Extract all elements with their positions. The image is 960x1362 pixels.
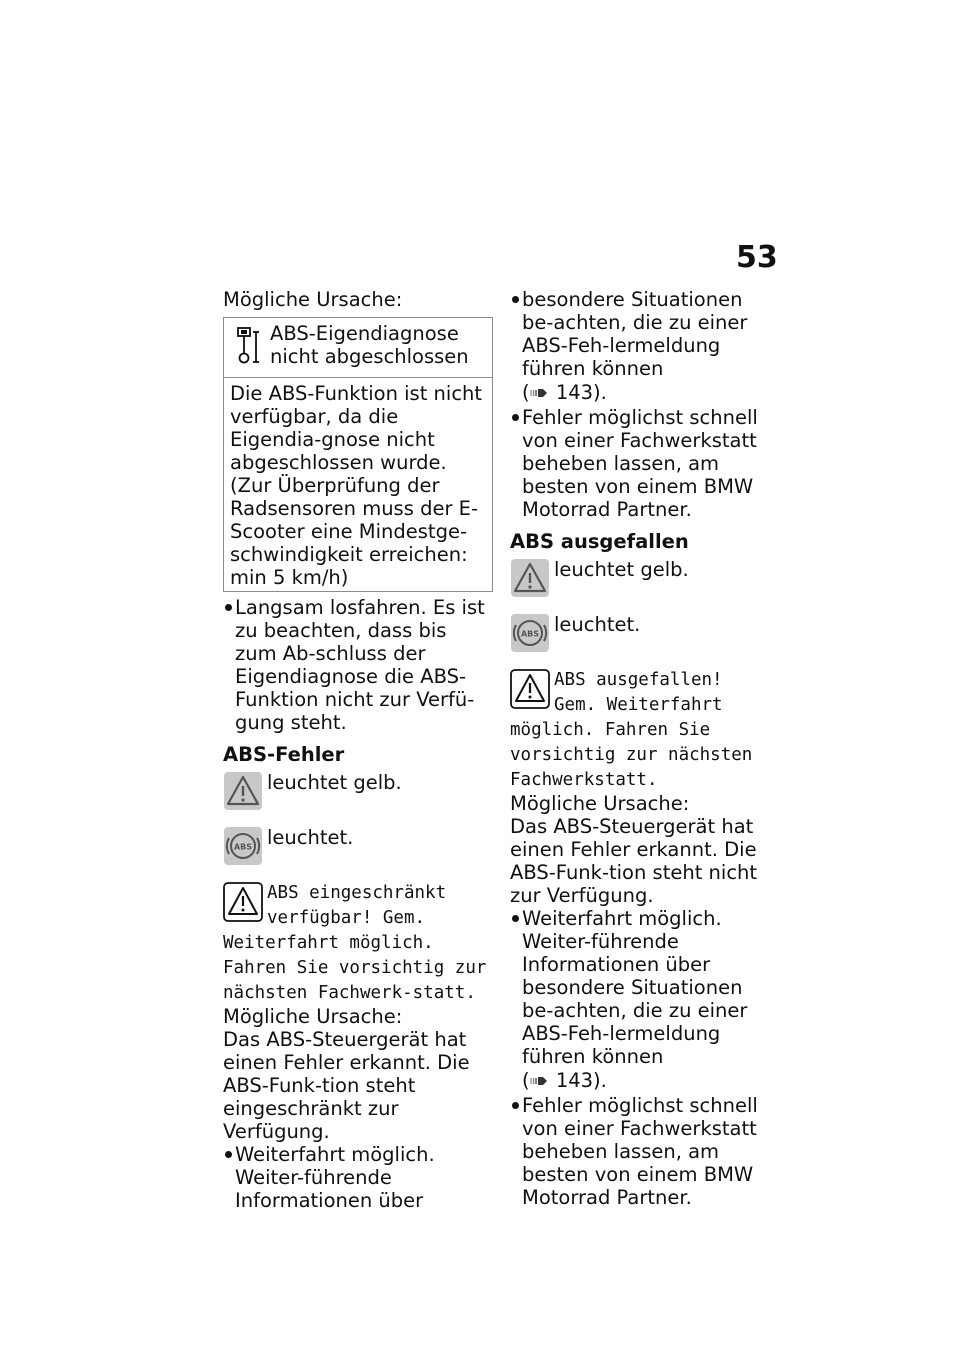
list-item-continued xyxy=(510,288,775,406)
bullet-list xyxy=(223,596,493,734)
indicator-text: leuchtet gelb. xyxy=(267,771,402,794)
list-item: Weiterfahrt möglich. Weiter-führende Informationen über besondere Situationen be-achten, die zu einer ABS-Feh-lermeldung führen können ( 143). xyxy=(510,907,775,1094)
diagnosis-box xyxy=(223,317,493,592)
list-item: Weiterfahrt möglich. Weiter-führende Informationen über xyxy=(223,1143,493,1212)
right-column xyxy=(510,288,775,1209)
svg-text:ABS: ABS xyxy=(520,629,540,639)
section-heading-abs-ausgefallen: ABS ausgefallen xyxy=(510,530,689,553)
page-number: 53 xyxy=(736,240,778,275)
bullet-list xyxy=(223,1143,493,1212)
display-message xyxy=(510,667,775,792)
diagnosis-title-line2: nicht abgeschlossen xyxy=(270,345,469,368)
display-message xyxy=(223,880,493,1005)
list-item: Langsam losfahren. Es ist zu beachten, dass bis zum Ab-schluss der Eigendiagnose die ABS-Funktion nicht zur Verfü-gung steht. xyxy=(223,596,493,734)
abs-diagnosis-icon xyxy=(236,326,260,371)
reference-arrow-icon xyxy=(530,1068,548,1091)
diagnosis-box-header xyxy=(224,318,492,378)
cause-label: Mögliche Ursache: xyxy=(510,792,690,815)
svg-text:ABS: ABS xyxy=(233,842,253,852)
continued-text: besondere Situationen be-achten, die zu einer ABS-Feh-lermeldung führen können xyxy=(522,288,748,380)
diagnosis-body: Die ABS-Funktion ist nicht verfügbar, da die Eigendia-gnose nicht abgeschlossen wurde. (Zur Überprüfung der Radsensoren muss der E-Scooter eine Mindestge-schwindigkeit erreichen: min 5 km/h) xyxy=(230,382,483,589)
indicator-text: leuchtet gelb. xyxy=(554,558,689,581)
left-column xyxy=(223,288,493,1212)
indicator-row-warning xyxy=(510,558,775,603)
warning-triangle-outline-icon xyxy=(510,669,550,714)
display-message-text: ABS ausgefallen! Gem. Weiterfahrt möglich. Fahren Sie vorsichtig zur nächsten Fachwerkstatt. xyxy=(510,670,753,790)
indicator-row-abs xyxy=(510,613,775,658)
display-message-text: ABS eingeschränkt verfügbar! Gem. Weiterfahrt möglich. Fahren Sie vorsichtig zur nächsten Fachwerk-statt. xyxy=(223,883,487,1003)
warning-triangle-filled-icon xyxy=(510,558,550,603)
list-item: Fehler möglichst schnell von einer Fachwerkstatt beheben lassen, am besten von einem BMW Motorrad Partner. xyxy=(510,406,775,521)
reference: ( 143). xyxy=(522,380,607,404)
cause-label: Mögliche Ursache: xyxy=(223,288,403,311)
indicator-row-abs xyxy=(223,826,493,871)
indicator-row-warning xyxy=(223,771,493,816)
indicator-text: leuchtet. xyxy=(267,826,354,849)
abs-lamp-icon xyxy=(510,613,550,658)
cause-text: Das ABS-Steuergerät hat einen Fehler erkannt. Die ABS-Funk-tion steht nicht zur Verfügung. xyxy=(510,815,758,907)
list-item: Fehler möglichst schnell von einer Fachwerkstatt beheben lassen, am besten von einem BMW Motorrad Partner. xyxy=(510,1094,775,1209)
diagnosis-title-line1: ABS-Eigendiagnose xyxy=(270,322,459,345)
reference: ( 143). xyxy=(522,1068,607,1092)
indicator-text: leuchtet. xyxy=(554,613,641,636)
cause-text: Das ABS-Steuergerät hat einen Fehler erkannt. Die ABS-Funk-tion steht eingeschränkt zur Verfügung. xyxy=(223,1028,470,1143)
abs-lamp-icon xyxy=(223,826,263,871)
reference-arrow-icon xyxy=(530,380,548,403)
bullet-list xyxy=(510,907,775,1209)
warning-triangle-filled-icon xyxy=(223,771,263,816)
section-heading-abs-fehler: ABS-Fehler xyxy=(223,743,345,766)
cause-label: Mögliche Ursache: xyxy=(223,1005,403,1028)
bullet-list xyxy=(510,288,775,521)
warning-triangle-outline-icon xyxy=(223,882,263,927)
